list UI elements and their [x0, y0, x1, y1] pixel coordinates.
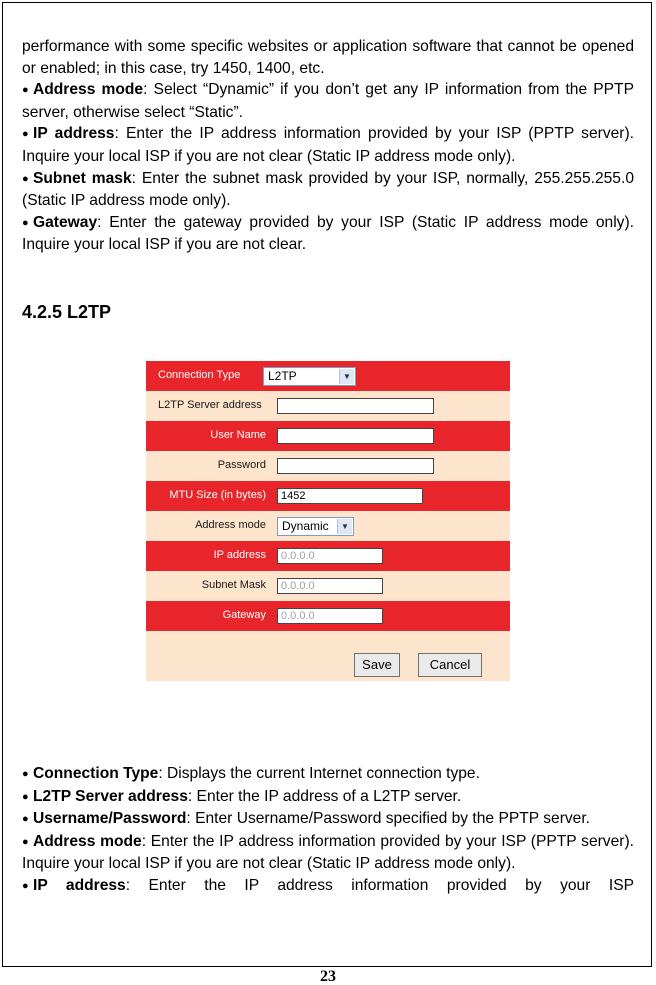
- chevron-down-icon[interactable]: ▼: [337, 519, 352, 534]
- description: : Enter the gateway provided by your ISP (Static IP address mode only). Inquire your local ISP if you are not clear.: [22, 213, 634, 254]
- ip-address-item: [22, 875, 634, 898]
- address-mode-label: Address mode: [195, 519, 266, 531]
- address-mode-row: [146, 511, 510, 541]
- term: Subnet mask: [33, 169, 132, 187]
- term: Connection Type: [33, 765, 159, 782]
- address-mode-select[interactable]: [277, 517, 354, 536]
- bullet-icon: ●: [22, 813, 29, 826]
- term: IP address: [33, 876, 126, 894]
- bullet-icon: ●: [22, 172, 29, 185]
- connection-type-row: [146, 361, 510, 391]
- term: Gateway: [33, 213, 98, 231]
- ip-address-row: [146, 541, 510, 571]
- bottom-text-block: [22, 763, 634, 898]
- connection-type-item: [22, 763, 634, 786]
- top-text-block: [22, 36, 634, 256]
- password-input[interactable]: [277, 458, 434, 474]
- term: Address mode: [33, 81, 144, 99]
- bullet-icon: ●: [22, 84, 29, 97]
- server-address-label: L2TP Server address: [158, 399, 262, 411]
- user-name-input[interactable]: [277, 428, 434, 444]
- gateway-input[interactable]: 0.0.0.0: [277, 608, 383, 624]
- server-address-row: [146, 391, 510, 421]
- subnet-mask-item: [22, 168, 634, 212]
- term: Username/Password: [33, 810, 187, 828]
- server-address-input[interactable]: [277, 398, 434, 414]
- description: : Enter the IP address of a L2TP server.: [187, 787, 462, 805]
- mtu-input[interactable]: 1452: [277, 488, 423, 504]
- description: : Enter the subnet mask provided by your ISP, normally, 255.255.255.0 (Static IP address mode only).: [22, 169, 634, 210]
- description: : Enter the IP address information provided by your ISP (PPTP server). Inquire your local ISP if you are not clear (Static IP address mode only).: [22, 125, 635, 165]
- page-number: 23: [320, 968, 336, 985]
- bullet-icon: ●: [22, 879, 29, 892]
- gateway-label: Gateway: [222, 609, 266, 621]
- term: IP address: [33, 125, 115, 143]
- term: Address mode: [33, 832, 142, 850]
- ip-address-input[interactable]: 0.0.0.0: [277, 548, 383, 564]
- description: : Displays the current Internet connection type.: [158, 765, 480, 782]
- description: : Select “Dynamic” if you don’t get any IP information from the PPTP server, otherwise select “Static”.: [22, 81, 634, 121]
- connection-type-select[interactable]: [263, 367, 356, 386]
- bullet-icon: ●: [22, 768, 29, 780]
- password-row: [146, 451, 510, 481]
- mtu-continuation-paragraph: performance with some specific websites or application software that cannot be opened or enabled; in this case, try 1450, 1400, etc.: [22, 38, 634, 77]
- ip-address-label: IP address: [213, 549, 266, 561]
- bullet-icon: ●: [22, 835, 29, 848]
- address-mode-value: Dynamic: [282, 519, 329, 533]
- description: : Enter the IP address information provided by your ISP: [125, 876, 634, 894]
- user-name-label: User Name: [210, 429, 266, 441]
- connection-type-label: Connection Type: [158, 369, 241, 381]
- username-password-item: [22, 808, 634, 831]
- mtu-row: [146, 481, 510, 511]
- cancel-button[interactable]: Cancel: [418, 653, 482, 677]
- section-heading: 4.2.5 L2TP: [22, 302, 112, 322]
- address-mode-item: [22, 831, 634, 875]
- password-label: Password: [217, 459, 266, 471]
- description: : Enter the IP address information provided by your ISP (PPTP server). Inquire your local ISP if you are not clear (Static IP address mode only).: [22, 832, 634, 873]
- subnet-mask-row: [146, 571, 510, 601]
- bullet-icon: ●: [22, 128, 29, 141]
- subnet-mask-label: Subnet Mask: [201, 579, 266, 591]
- chevron-down-icon[interactable]: ▼: [339, 369, 354, 384]
- save-button[interactable]: Save: [354, 653, 400, 677]
- connection-type-value: L2TP: [268, 369, 297, 383]
- ip-address-item: [22, 123, 634, 167]
- subnet-mask-input[interactable]: 0.0.0.0: [277, 578, 383, 594]
- l2tp-settings-panel: [146, 361, 510, 681]
- mtu-label: MTU Size (in bytes): [169, 489, 266, 501]
- user-name-row: [146, 421, 510, 451]
- bullet-icon: ●: [22, 216, 29, 229]
- gateway-item: [22, 212, 634, 256]
- server-address-item: [22, 786, 634, 809]
- bullet-icon: ●: [22, 790, 29, 803]
- term: L2TP Server address: [33, 787, 188, 805]
- description: : Enter Username/Password specified by the PPTP server.: [186, 810, 591, 828]
- address-mode-item: [22, 79, 634, 123]
- gateway-row: [146, 601, 510, 631]
